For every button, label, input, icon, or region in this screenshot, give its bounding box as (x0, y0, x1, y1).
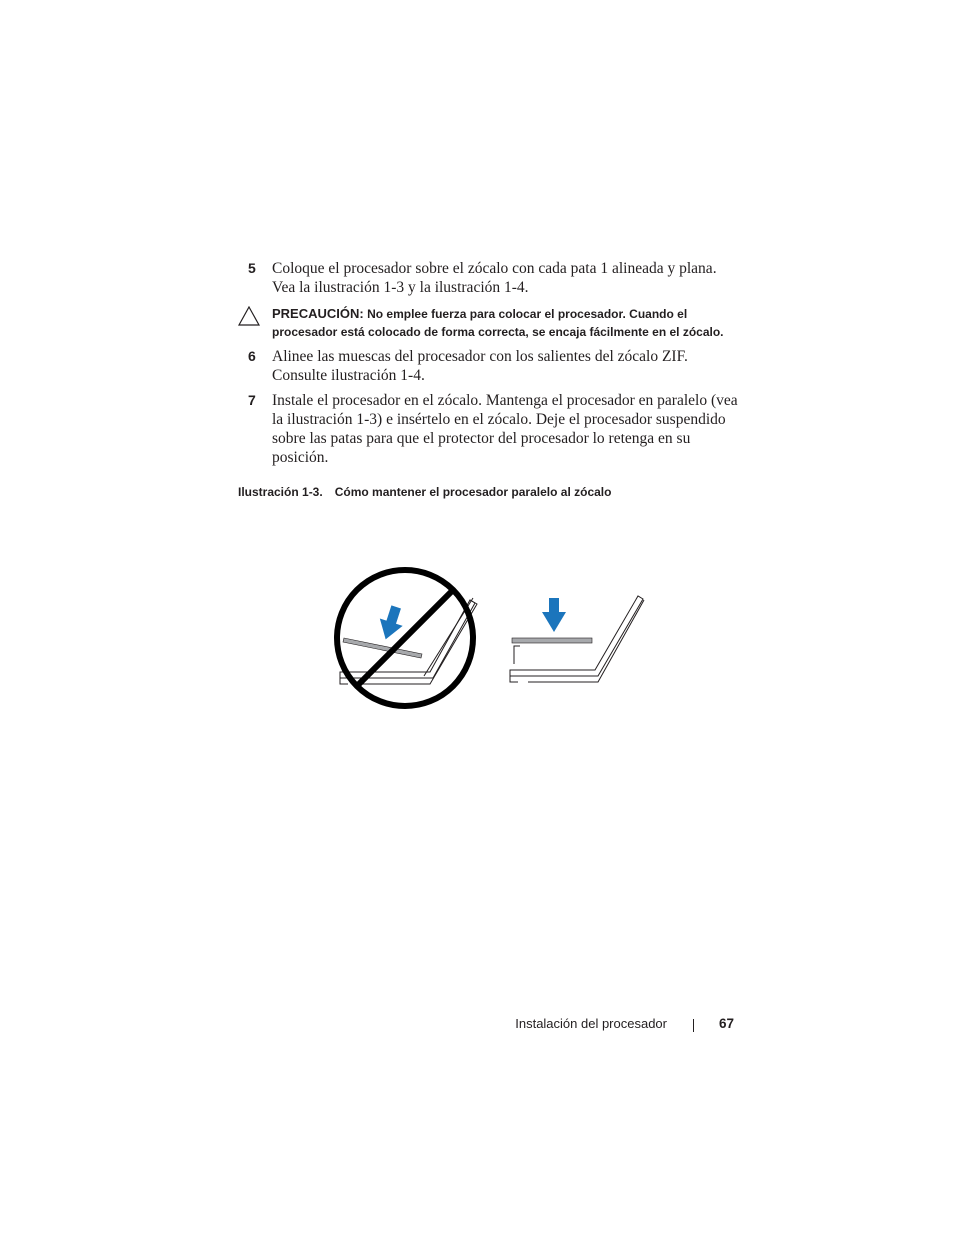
figure-title: Cómo mantener el procesador paralelo al zócalo (334, 485, 612, 499)
figure-illustration (320, 560, 660, 725)
caution-body: No emplee fuerza para colocar el procesador. Cuando el procesador está colocado de forma correcta, se encaja fácilmente en el zócalo. (272, 307, 724, 339)
incorrect-example (337, 570, 477, 706)
caution-triangle-icon (238, 306, 260, 331)
correct-example (510, 596, 644, 682)
step-text: Alinee las muescas del procesador con los salientes del zócalo ZIF. Consulte ilustración 1-4. (272, 348, 688, 384)
down-arrow-icon (542, 598, 566, 632)
step-text: Instale el procesador en el zócalo. Mantenga el procesador en paralelo (vea la ilustración 1-3) e insértelo en el zócalo. Deje el procesador suspendido sobre las patas para que el protector del procesador lo retenga en su posición. (272, 392, 738, 466)
caution-text (272, 305, 732, 341)
processor-parallel (512, 638, 592, 643)
step-text: Coloque el procesador sobre el zócalo con cada pata 1 alineada y plana. Vea la ilustración 1-3 y la ilustración 1-4. (272, 260, 717, 296)
processor-tilted (343, 638, 422, 658)
page-number: 67 (718, 1016, 734, 1031)
footer-section-title: Instalación del procesador (515, 1016, 667, 1031)
page-footer (0, 1015, 954, 1035)
step-number: 7 (248, 392, 256, 408)
figure-number: Ilustración 1-3. (238, 485, 323, 499)
caution-label: PRECAUCIÓN: (272, 306, 364, 321)
footer-divider (693, 1019, 694, 1032)
step-number: 6 (248, 348, 256, 364)
step-number: 5 (248, 260, 256, 276)
figure-caption (238, 484, 611, 500)
